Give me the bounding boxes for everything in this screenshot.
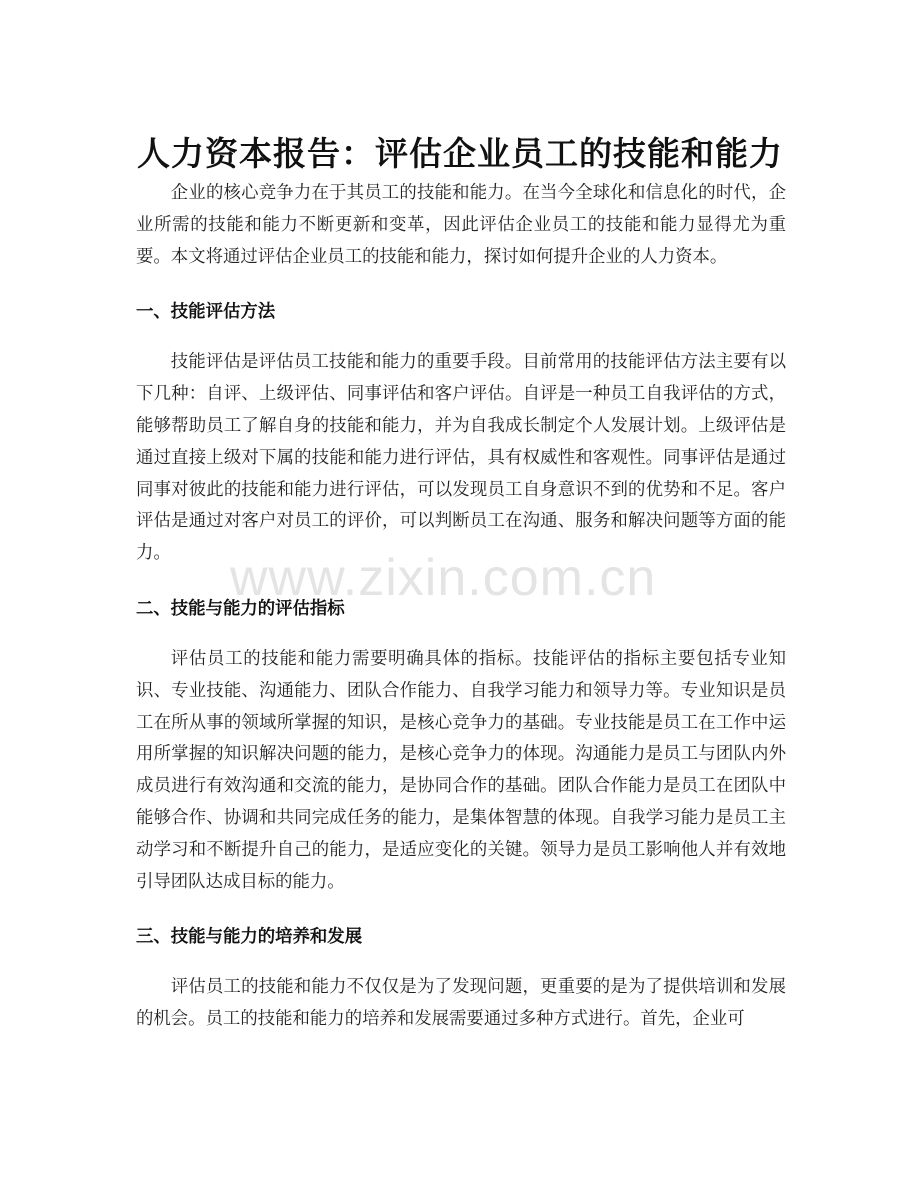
section-paragraph-3: 评估员工的技能和能力不仅仅是为了发现问题，更重要的是为了提供培训和发展的机会。员工的技能和能力的培养和发展需要通过多种方式进行。首先，企业可 (136, 977, 786, 1030)
intro-paragraph: 企业的核心竞争力在于其员工的技能和能力。在当今全球化和信息化的时代，企业所需的技能和能力不断更新和变革，因此评估企业员工的技能和能力显得尤为重要。本文将通过评估企业员工的技能和能力，探讨如何提升企业的人力资本。 (136, 183, 786, 267)
document-body (136, 178, 786, 1036)
section-heading-2: 二、技能与能力的评估指标 (136, 598, 345, 619)
page-title: 人力资本报告：评估企业员工的技能和能力 (137, 134, 783, 174)
section-paragraph-1: 技能评估是评估员工技能和能力的重要手段。目前常用的技能评估方法主要有以下几种：自评、上级评估、同事评估和客户评估。自评是一种员工自我评估的方式，能够帮助员工了解自身的技能和能力，并为自我成长制定个人发展计划。上级评估是通过直接上级对下属的技能和能力进行评估，具有权威性和客观性。同事评估是通过同事对彼此的技能和能力进行评估，可以发现员工自身意识不到的优势和不足。客户评估是通过对客户对员工的评价，可以判断员工在沟通、服务和解决问题等方面的能力。 (136, 352, 786, 564)
watermark: www.zixin.com.cn (230, 549, 657, 607)
section-paragraph-2: 评估员工的技能和能力需要明确具体的指标。技能评估的指标主要包括专业知识、专业技能、沟通能力、团队合作能力、自我学习能力和领导力等。专业知识是员工在所从事的领域所掌握的知识，是核心竞争力的基础。专业技能是员工在工作中运用所掌握的知识解决问题的能力，是核心竞争力的体现。沟通能力是员工与团队内外成员进行有效沟通和交流的能力，是协同合作的基础。团队合作能力是员工在团队中能够合作、协调和共同完成任务的能力，是集体智慧的体现。自我学习能力是员工主动学习和不断提升自己的能力，是适应变化的关键。领导力是员工影响他人并有效地引导团队达成目标的能力。 (136, 648, 786, 892)
section-heading-3: 三、技能与能力的培养和发展 (136, 927, 363, 948)
section-heading-1: 一、技能评估方法 (136, 302, 276, 323)
